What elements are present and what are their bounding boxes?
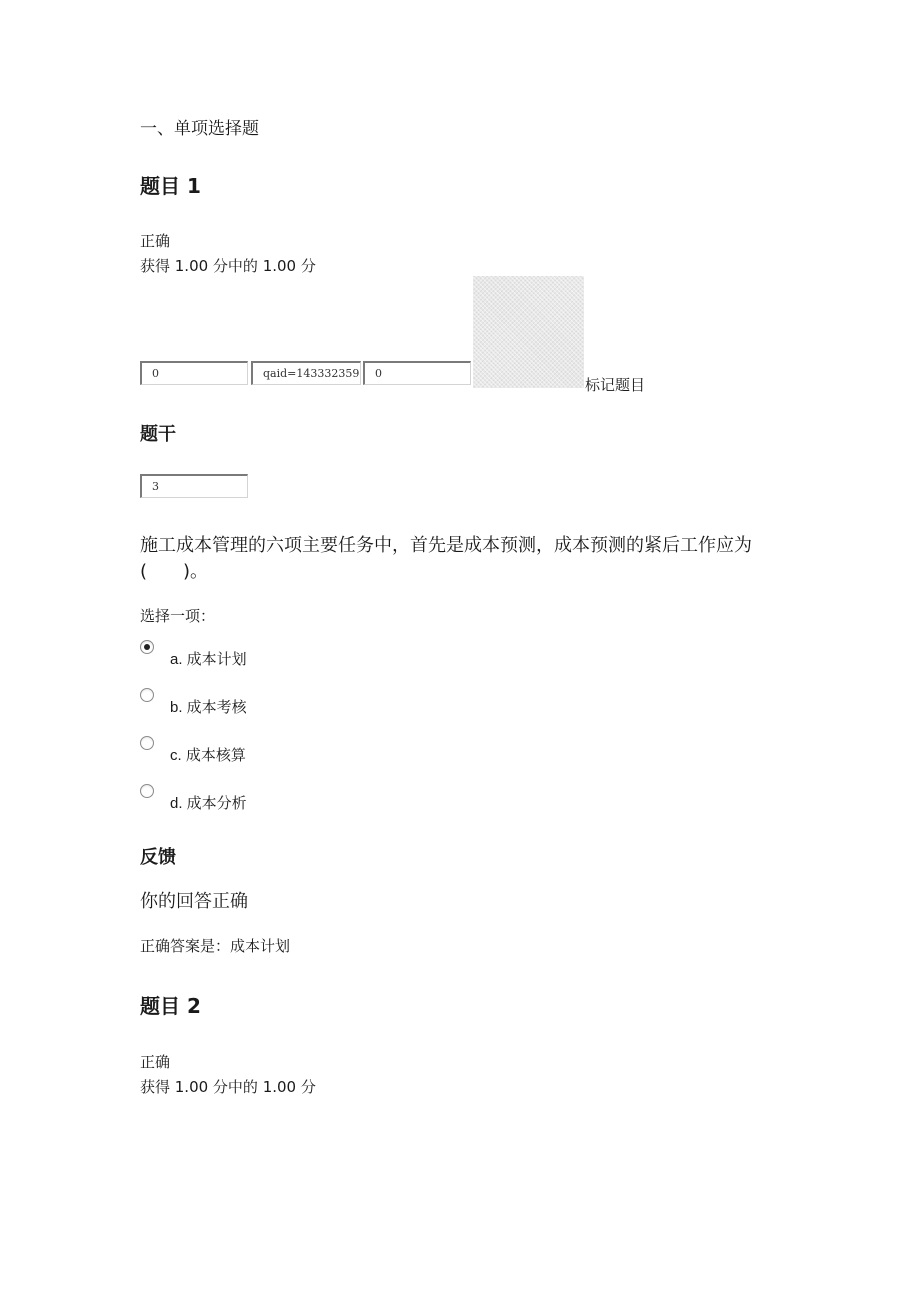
option-c-radio[interactable] [140,736,154,750]
option-a-label[interactable]: a. 成本计划 [170,651,247,668]
answer-prompt: 选择一项： [140,607,216,625]
hidden-field-qaid[interactable]: qaid=143332359 [251,361,361,385]
hidden-field-sequence[interactable]: 0 [140,361,248,385]
option-d-radio[interactable] [140,784,154,798]
option-b-radio[interactable] [140,688,154,702]
question-grade: 获得 1.00 分中的 1.00 分 [140,1078,316,1096]
feedback-text: 你的回答正确 [140,891,248,912]
feedback-heading: 反馈 [140,847,176,868]
question-status: 正确 [140,232,171,250]
stem-hidden-field[interactable]: 3 [140,474,248,498]
radio-selected-dot [144,644,150,650]
question-grade: 获得 1.00 分中的 1.00 分 [140,257,316,275]
hidden-field-flagged[interactable]: 0 [363,361,471,385]
question-status: 正确 [140,1053,171,1071]
option-a-radio[interactable] [140,640,154,654]
stem-heading: 题干 [140,424,176,445]
correct-answer: 正确答案是：成本计划 [140,937,291,955]
question-heading: 题目 2 [140,994,201,1018]
option-b-label[interactable]: b. 成本考核 [170,699,247,716]
option-d-label[interactable]: d. 成本分析 [170,795,247,812]
option-c-label[interactable]: c. 成本核算 [170,747,246,764]
section-title: 一、单项选择题 [140,119,259,139]
flag-icon[interactable] [473,276,584,388]
question-text: 施工成本管理的六项主要任务中，首先是成本预测，成本预测的紧后工作应为( )。 [140,535,752,582]
flag-question-link[interactable]: 标记题目 [585,376,646,394]
question-heading: 题目 1 [140,174,201,198]
